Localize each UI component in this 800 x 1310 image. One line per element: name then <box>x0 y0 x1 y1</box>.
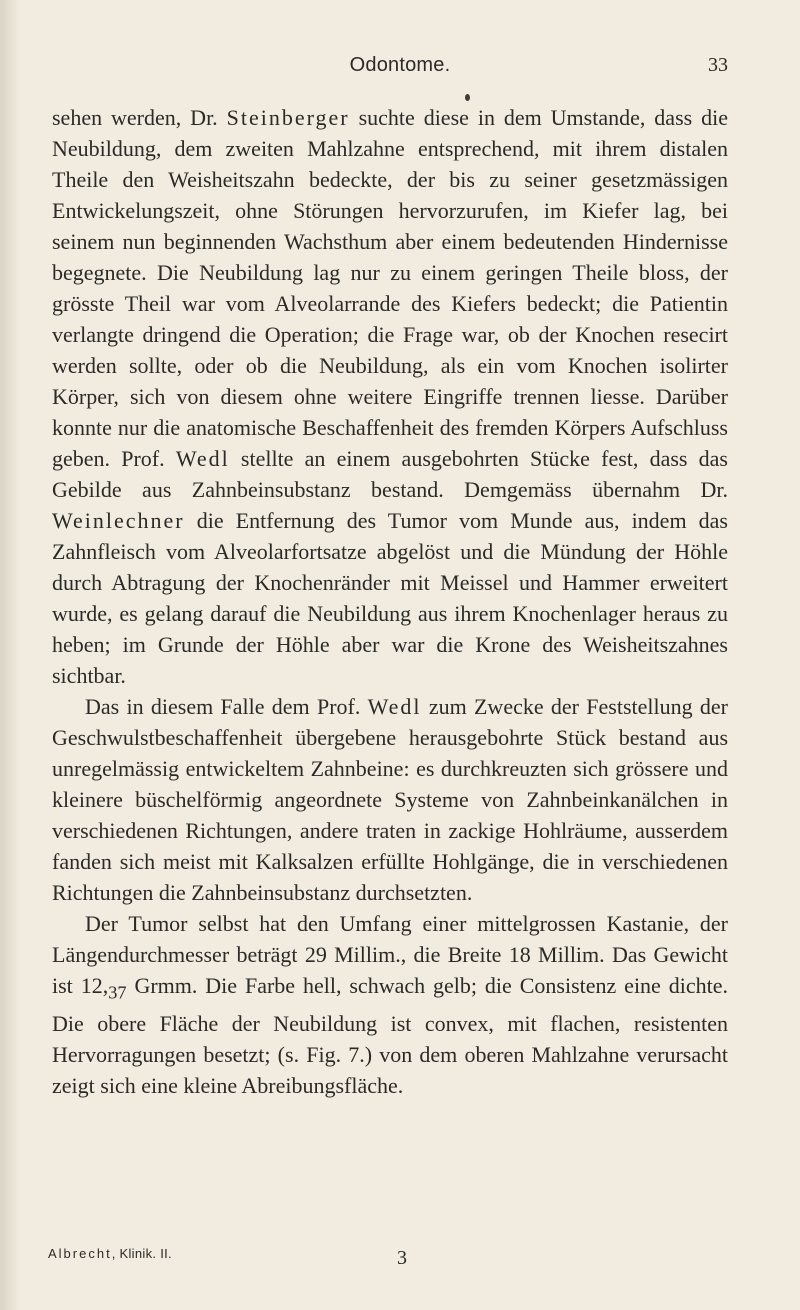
person-name-weinlechner: Weinlechner <box>52 508 185 533</box>
body-text <box>52 102 728 1101</box>
text-run: zum Zwecke der Feststellung der Geschwulstbeschaffenheit übergebene herausgebohrte Stück bestand aus unregelmässig entwickeltem Zahnbeine: es durchkreuzten sich grössere und kleinere büschelförmig angeordnete Systeme von Zahnbeinkanälchen in verschiedenen Richtungen, andere traten in zackige Hohlräume, ausserdem fanden sich meist mit Kalksalzen erfüllte Hohlgänge, die in verschiedenen Richtungen die Zahnbeinsubstanz durchsetzten. <box>52 694 728 905</box>
signature-rest: , Klinik. II. <box>111 1246 172 1261</box>
subscript-digits: 37 <box>108 982 127 1003</box>
running-title: Odontome. <box>349 54 451 76</box>
paragraph-1 <box>52 102 728 691</box>
paragraph-2 <box>52 691 728 908</box>
text-run: Der Tumor selbst hat den Umfang einer mittelgrossen Kastanie, der Längendurchmesser beträgt 29 Millim., die Breite 18 Millim. Das Gewicht ist 12, <box>52 911 728 998</box>
paragraph-3 <box>52 908 728 1101</box>
signature-author: Albrecht <box>48 1246 112 1261</box>
text-run: Grmm. Die Farbe hell, schwach gelb; die Consistenz eine dichte. Die obere Fläche der Neubildung ist convex, mit flachen, resistenten Hervorragungen besetzt; (s. Fig. 7.) von dem oberen Mahlzahne verursacht zeigt sich eine kleine Abreibungsfläche. <box>52 973 728 1099</box>
printer-signature <box>48 1245 172 1263</box>
text-run: Das in diesem Falle dem Prof. <box>85 694 368 719</box>
text-run: sehen werden, Dr. <box>52 105 227 130</box>
page-edge-shadow <box>0 0 20 1310</box>
text-run: stellte an einem ausgebohrten Stücke fest, dass das Gebilde aus Zahnbeinsubstanz bestand. Demgemäss übernahm Dr. <box>52 446 728 502</box>
sheet-number: 3 <box>397 1247 407 1269</box>
person-name-wedl: Wedl <box>175 446 230 471</box>
person-name-steinberger: Steinberger <box>226 105 350 130</box>
page-number: 33 <box>708 54 728 76</box>
text-run: suchte diese in dem Umstande, dass die Neubildung, dem zweiten Mahlzahne entsprechend, mit ihrem distalen Theile den Weisheitszahn bedeckte, der bis zu seiner gesetzmässigen Entwickelungszeit, ohne Störungen hervorzurufen, im Kiefer lag, bei seinem nun beginnenden Wachsthum aber einem bedeutenden Hindernisse begegnete. Die Neubildung lag nur zu einem geringen Theile bloss, der grösste Theil war vom Alveolarrande des Kiefers bedeckt; die Patientin verlangte dringend die Operation; die Frage war, ob der Knochen resecirt werden sollte, oder ob die Neubildung, als ein vom Knochen isolirter Körper, sich von diesem ohne weitere Eingriffe trennen liesse. Darüber konnte nur die anatomische Beschaffenheit des fremden Körpers Aufschluss geben. Prof. <box>52 105 728 471</box>
text-run: die Entfernung des Tumor vom Munde aus, indem das Zahnfleisch vom Alveolarfortsatze abgelöst und die Mündung der Höhle durch Abtragung der Knochenränder mit Meissel und Hammer erweitert wurde, es gelang darauf die Neubildung aus ihrem Knochenlager heraus zu heben; im Grunde der Höhle aber war die Krone des Weisheitszahnes sichtbar. <box>52 508 728 688</box>
person-name-wedl: Wedl <box>367 694 422 719</box>
ink-mark <box>465 94 470 101</box>
running-head <box>0 52 800 78</box>
